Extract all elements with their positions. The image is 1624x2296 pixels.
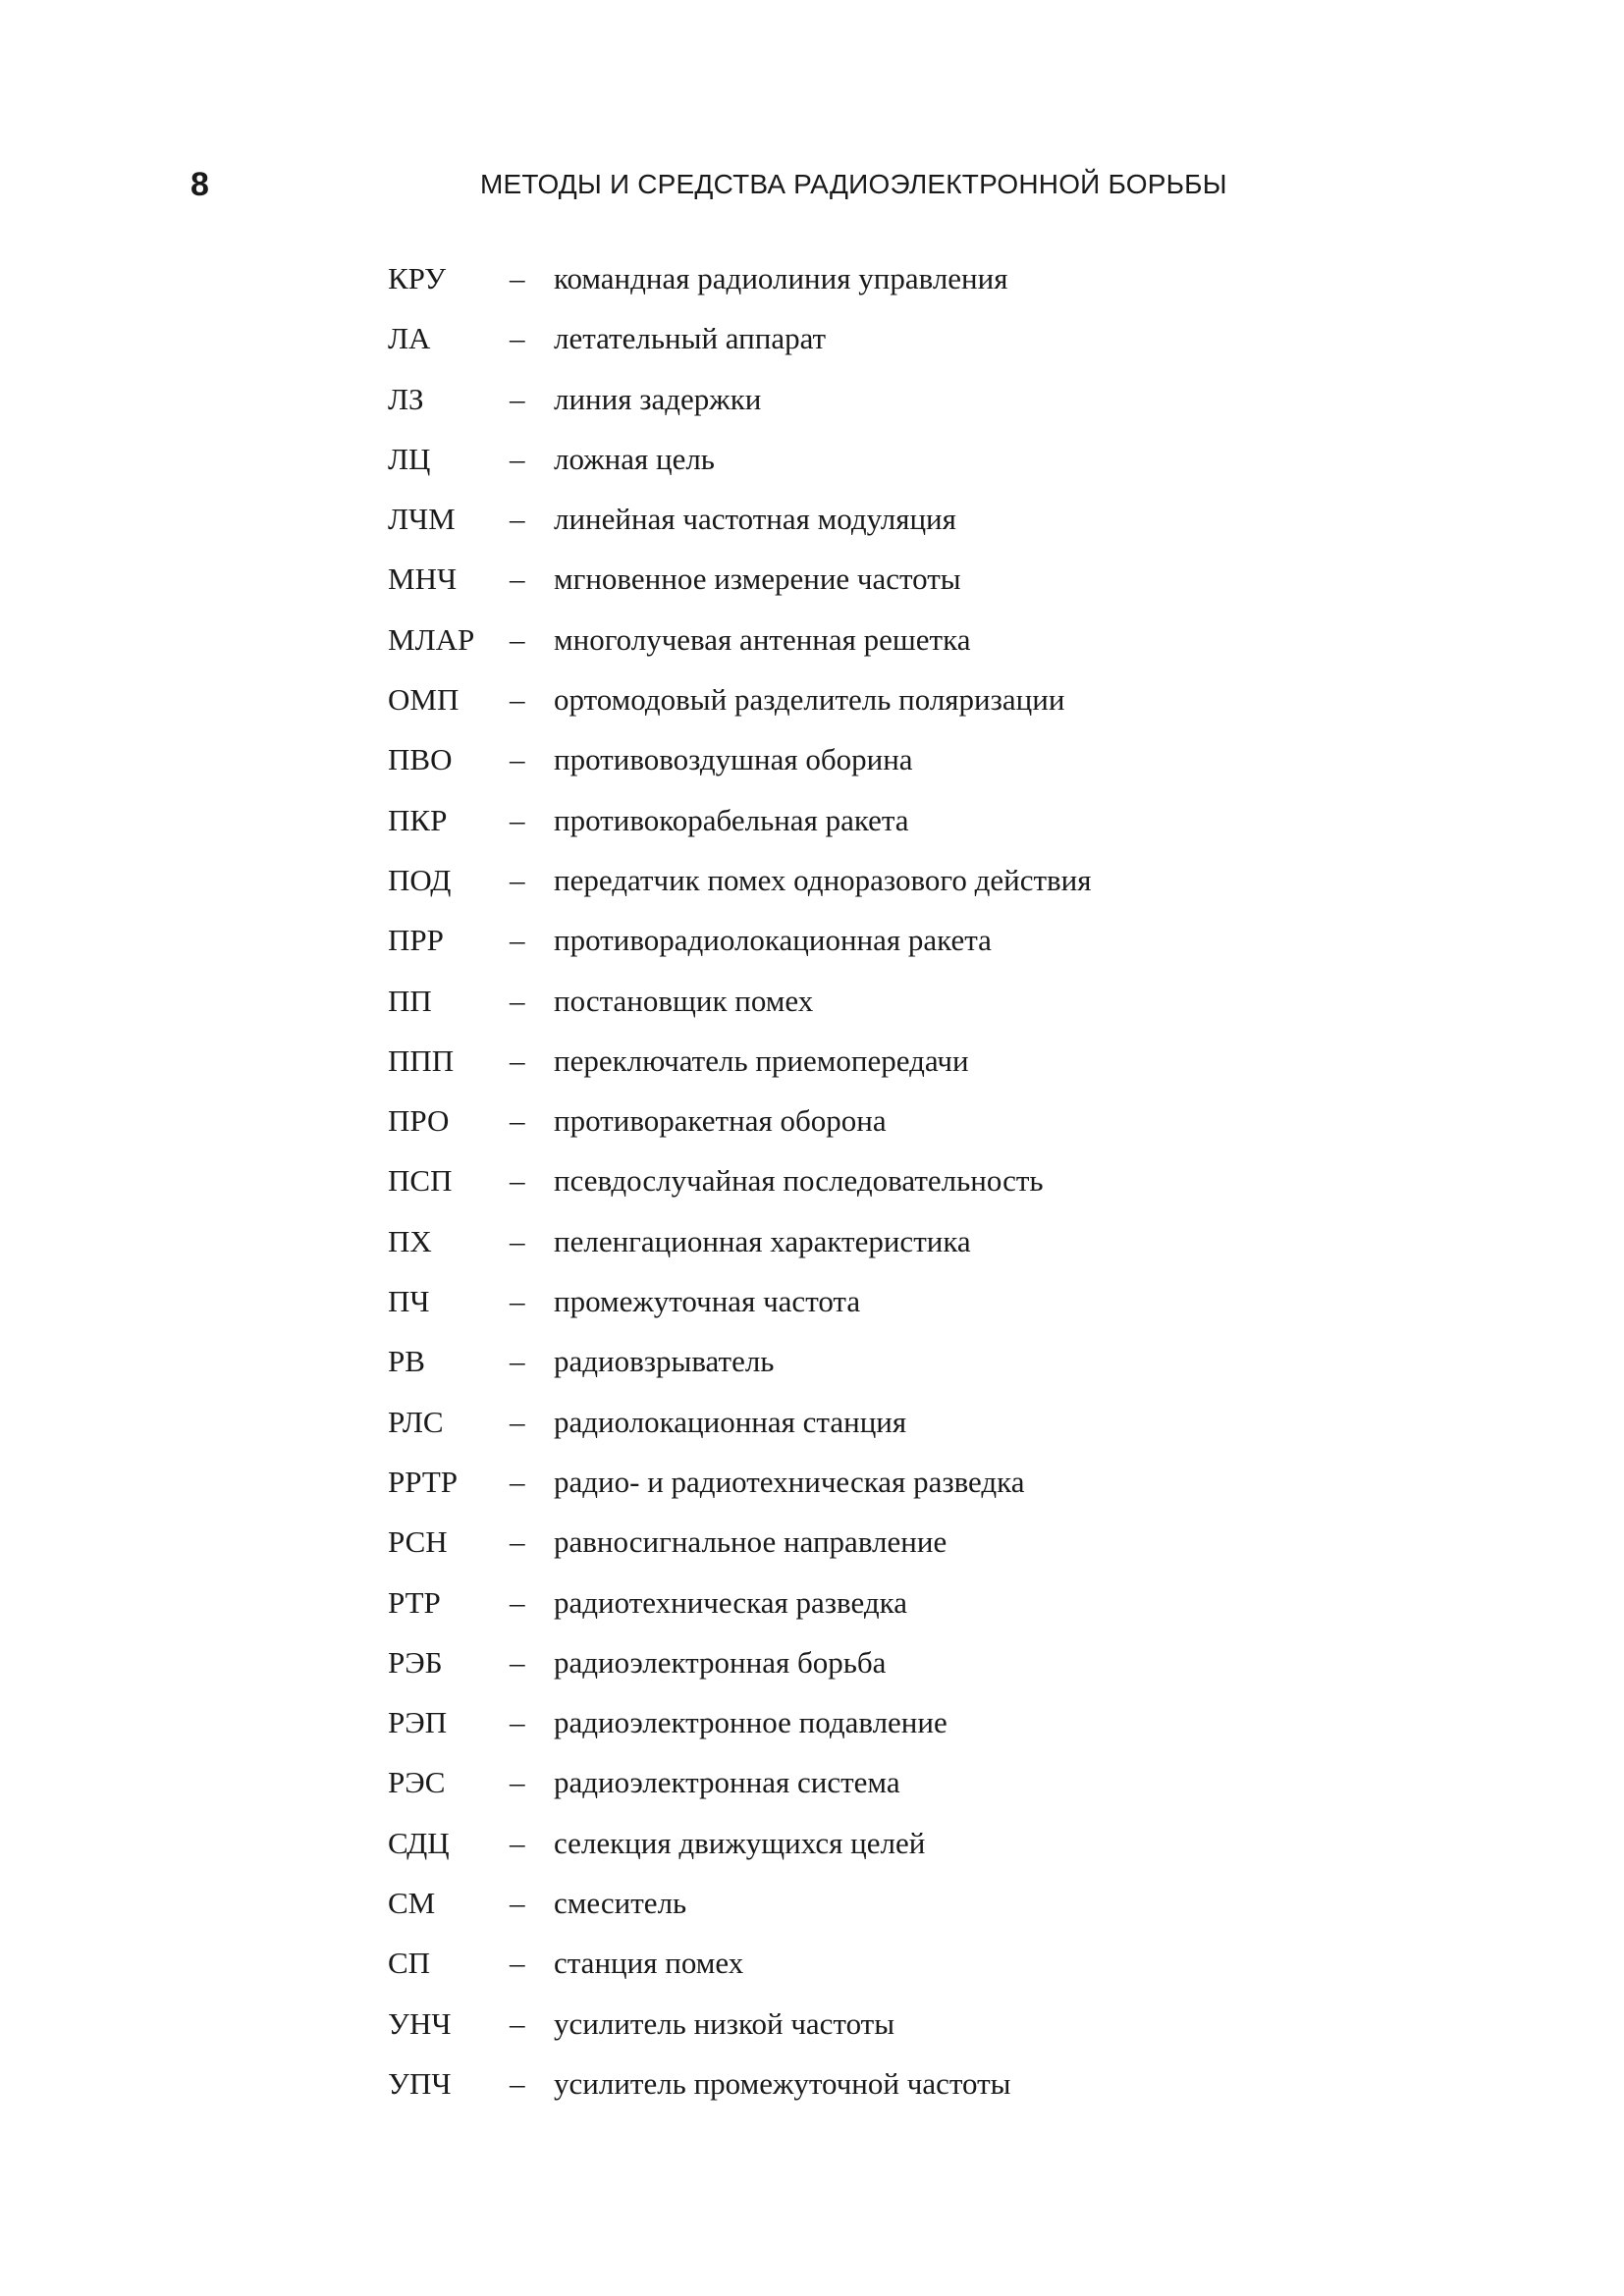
separator-dash: – xyxy=(510,561,525,597)
abbreviation-definition: противорадиолокационная ракета xyxy=(554,923,992,958)
separator-dash: – xyxy=(510,1705,525,1740)
abbreviation-row xyxy=(388,498,1092,558)
abbreviation-definition: летательный аппарат xyxy=(554,321,827,356)
abbreviation-row xyxy=(388,1761,1092,1821)
abbreviation-definition: смеситель xyxy=(554,1886,687,1921)
separator-dash: – xyxy=(510,802,525,837)
separator-dash: – xyxy=(510,742,525,777)
abbreviation-definition: линия задержки xyxy=(554,381,762,416)
abbreviation-term: СДЦ xyxy=(388,1825,450,1860)
abbreviation-term: МЛАР xyxy=(388,621,475,657)
separator-dash: – xyxy=(510,1163,525,1199)
abbreviation-row xyxy=(388,438,1092,498)
separator-dash: – xyxy=(510,682,525,718)
abbreviation-term: ПСП xyxy=(388,1163,453,1199)
abbreviation-definition: станция помех xyxy=(554,1946,744,1981)
separator-dash: – xyxy=(510,1464,525,1499)
separator-dash: – xyxy=(510,1825,525,1860)
abbreviation-definition: линейная частотная модуляция xyxy=(554,502,956,537)
abbreviation-term: РЭС xyxy=(388,1765,446,1800)
abbreviation-row xyxy=(388,1701,1092,1761)
separator-dash: – xyxy=(510,1042,525,1078)
abbreviation-term: МНЧ xyxy=(388,561,458,597)
abbreviation-term: РВ xyxy=(388,1344,425,1379)
abbreviation-term: ПЧ xyxy=(388,1284,430,1319)
abbreviation-definition: радиоэлектронная система xyxy=(554,1765,900,1800)
abbreviation-term: ЛА xyxy=(388,321,431,356)
abbreviation-row xyxy=(388,618,1092,678)
separator-dash: – xyxy=(510,2005,525,2041)
separator-dash: – xyxy=(510,621,525,657)
abbreviation-definition: постановщик помех xyxy=(554,983,814,1018)
separator-dash: – xyxy=(510,1644,525,1680)
separator-dash: – xyxy=(510,1765,525,1800)
abbreviation-row xyxy=(388,799,1092,859)
abbreviation-row xyxy=(388,2002,1092,2062)
abbreviation-row xyxy=(388,1882,1092,1942)
abbreviation-definition: псевдослучайная последовательность xyxy=(554,1163,1044,1199)
separator-dash: – xyxy=(510,261,525,295)
separator-dash: – xyxy=(510,2065,525,2101)
abbreviation-definition: усилитель промежуточной частоты xyxy=(554,2065,1011,2101)
abbreviation-row xyxy=(388,859,1092,919)
abbreviation-definition: радиоэлектронная борьба xyxy=(554,1644,887,1680)
abbreviation-term: РРТР xyxy=(388,1464,459,1499)
separator-dash: – xyxy=(510,923,525,958)
abbreviation-definition: ложная цель xyxy=(554,441,715,476)
separator-dash: – xyxy=(510,1344,525,1379)
abbreviation-definition: селекция движущихся целей xyxy=(554,1825,926,1860)
abbreviation-row xyxy=(388,1581,1092,1641)
separator-dash: – xyxy=(510,321,525,356)
abbreviation-row xyxy=(388,1280,1092,1340)
abbreviation-row xyxy=(388,558,1092,617)
abbreviation-definition: пеленгационная характеристика xyxy=(554,1223,971,1258)
abbreviation-definition: радио- и радиотехническая разведка xyxy=(554,1464,1025,1499)
abbreviation-definition: противокорабельная ракета xyxy=(554,802,909,837)
abbreviation-definition: командная радиолиния управления xyxy=(554,261,1008,295)
abbreviation-row xyxy=(388,1099,1092,1159)
abbreviation-row xyxy=(388,678,1092,738)
abbreviation-row xyxy=(388,1942,1092,2002)
abbreviation-row xyxy=(388,1159,1092,1219)
abbreviation-term: КРУ xyxy=(388,261,447,295)
abbreviation-row xyxy=(388,378,1092,438)
separator-dash: – xyxy=(510,862,525,897)
abbreviation-row xyxy=(388,738,1092,798)
abbreviation-definition: усилитель низкой частоты xyxy=(554,2005,895,2041)
running-header: МЕТОДЫ И СРЕДСТВА РАДИОЭЛЕКТРОННОЙ БОРЬБЫ xyxy=(480,169,1227,199)
abbreviation-row xyxy=(388,1340,1092,1400)
abbreviation-row xyxy=(388,1641,1092,1701)
abbreviation-row xyxy=(388,980,1092,1040)
abbreviation-term: ОМП xyxy=(388,682,460,718)
abbreviation-definition: равносигнальное направление xyxy=(554,1524,947,1560)
separator-dash: – xyxy=(510,502,525,537)
abbreviation-row xyxy=(388,919,1092,979)
abbreviation-definition: передатчик помех одноразового действия xyxy=(554,862,1092,897)
abbreviation-term: ПХ xyxy=(388,1223,432,1258)
abbreviation-term: ЛЧМ xyxy=(388,502,456,537)
separator-dash: – xyxy=(510,1524,525,1560)
abbreviation-definition: радиолокационная станция xyxy=(554,1404,907,1439)
abbreviation-term: СП xyxy=(388,1946,431,1981)
abbreviation-definition: противовоздушная оборина xyxy=(554,742,913,777)
separator-dash: – xyxy=(510,1584,525,1620)
separator-dash: – xyxy=(510,1886,525,1921)
abbreviation-definition: многолучевая антенная решетка xyxy=(554,621,971,657)
abbreviation-row xyxy=(388,317,1092,377)
abbreviation-term: ЛЗ xyxy=(388,381,424,416)
abbreviation-definition: радиотехническая разведка xyxy=(554,1584,907,1620)
abbreviation-term: ПВО xyxy=(388,742,453,777)
abbreviation-term: УПЧ xyxy=(388,2065,452,2101)
abbreviation-term: РЛС xyxy=(388,1404,444,1439)
separator-dash: – xyxy=(510,441,525,476)
separator-dash: – xyxy=(510,1103,525,1139)
abbreviation-definition: переключатель приемопередачи xyxy=(554,1042,969,1078)
abbreviation-row xyxy=(388,1521,1092,1580)
abbreviation-term: ПП xyxy=(388,983,432,1018)
abbreviation-term: СМ xyxy=(388,1886,436,1921)
abbreviation-term: РЭП xyxy=(388,1705,448,1740)
abbreviation-term: УНЧ xyxy=(388,2005,452,2041)
abbreviation-definition: ортомодовый разделитель поляризации xyxy=(554,682,1065,718)
abbreviation-row xyxy=(388,1040,1092,1099)
separator-dash: – xyxy=(510,983,525,1018)
abbreviation-row xyxy=(388,1822,1092,1882)
abbreviation-row xyxy=(388,2062,1092,2122)
separator-dash: – xyxy=(510,1946,525,1981)
separator-dash: – xyxy=(510,1223,525,1258)
abbreviation-row xyxy=(388,1461,1092,1521)
abbreviation-term: ПРО xyxy=(388,1103,450,1139)
abbreviation-term: ПКР xyxy=(388,802,448,837)
page-number: 8 xyxy=(190,166,209,203)
abbreviation-definition: промежуточная частота xyxy=(554,1284,861,1319)
abbreviation-term: ЛЦ xyxy=(388,441,431,476)
abbreviation-definition: мгновенное измерение частоты xyxy=(554,561,961,597)
abbreviation-term: ППП xyxy=(388,1042,455,1078)
abbreviation-term: ПОД xyxy=(388,862,452,897)
abbreviation-definition: противоракетная оборона xyxy=(554,1103,887,1139)
abbreviation-term: РЭБ xyxy=(388,1644,443,1680)
abbreviation-row xyxy=(388,1401,1092,1461)
separator-dash: – xyxy=(510,1284,525,1319)
separator-dash: – xyxy=(510,381,525,416)
abbreviation-term: ПРР xyxy=(388,923,444,958)
separator-dash: – xyxy=(510,1404,525,1439)
abbreviation-term: РТР xyxy=(388,1584,441,1620)
abbreviation-term: РСН xyxy=(388,1524,448,1560)
abbreviation-definition: радиоэлектронное подавление xyxy=(554,1705,947,1740)
abbreviation-definition: радиовзрыватель xyxy=(554,1344,775,1379)
abbreviation-list xyxy=(388,257,1092,2122)
abbreviation-row xyxy=(388,1220,1092,1280)
abbreviation-row xyxy=(388,257,1092,317)
